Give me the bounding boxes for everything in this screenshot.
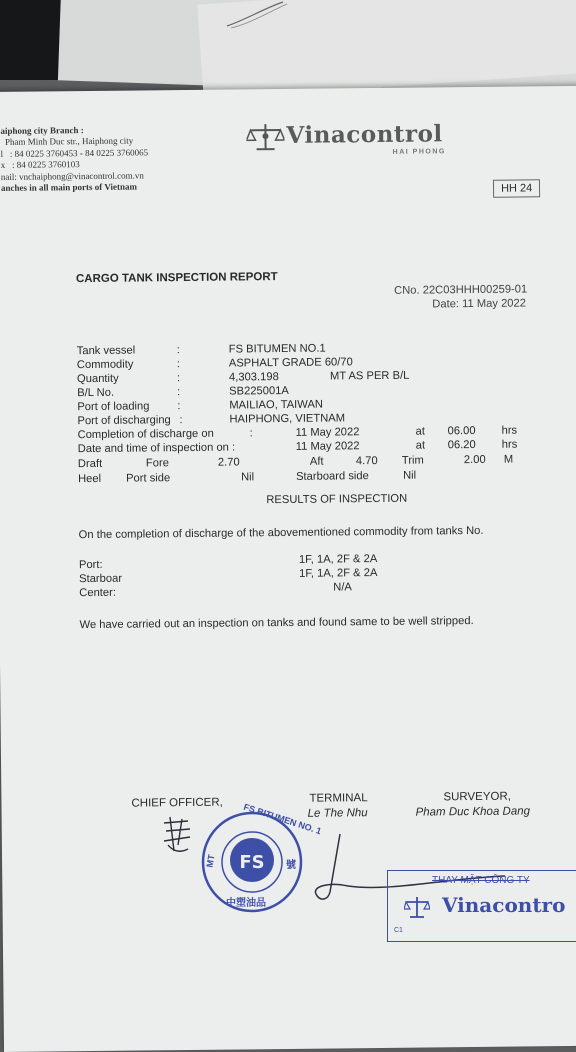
heel-starboard-value: Nil — [403, 469, 416, 483]
tank-label-center: Center: — [79, 586, 116, 600]
branch-line: x : 84 0225 3760103 — [1, 159, 149, 172]
scales-icon — [246, 122, 284, 152]
field-label-port-loading: Port of loading — [77, 399, 149, 414]
completion-time: 06.00 — [448, 424, 476, 438]
scales-icon — [404, 895, 430, 919]
ship-stamp-left-text: MT — [204, 854, 216, 869]
terminal-name: Le The Nhu — [308, 807, 368, 820]
draft-trim-value: 2.00 — [464, 453, 486, 467]
field-sep: : — [177, 343, 180, 357]
tank-label-port: Port: — [79, 558, 103, 572]
tank-value-starboard: 1F, 1A, 2F & 2A — [299, 566, 378, 581]
inspection-unit: hrs — [502, 438, 518, 452]
ship-stamp-right-text: 號 — [286, 856, 296, 871]
draft-aft-label: Aft — [310, 455, 324, 469]
completion-label: Completion of discharge on — [78, 427, 214, 442]
branch-info — [0, 124, 148, 194]
draft-label: Draft — [78, 457, 102, 471]
heel-port-value: Nil — [241, 470, 254, 484]
field-label-quantity: Quantity — [77, 372, 119, 386]
field-label-port-discharging: Port of discharging — [77, 413, 179, 428]
company-stamp — [387, 870, 576, 942]
report-title: CARGO TANK INSPECTION REPORT — [76, 271, 278, 285]
company-stamp-name: Vinacontro — [442, 893, 565, 917]
field-label-commodity: Commodity — [77, 358, 134, 373]
ship-stamp-top-text: FS BITUMEN NO. 1 — [242, 802, 322, 837]
field-sep: : — [177, 371, 180, 385]
tank-value-center: N/A — [333, 580, 352, 594]
draft-trim-label: Trim — [402, 454, 424, 468]
branch-line: nail: vnchaiphong@vinacontrol.com.vn — [1, 170, 149, 183]
inspection-date: 11 May 2022 — [296, 439, 360, 454]
draft-aft-value: 4.70 — [356, 454, 378, 468]
heel-starboard-label: Starboard side — [296, 469, 369, 484]
branch-line: anches in all main ports of Vietnam — [1, 181, 149, 194]
branch-line: l : 84 0225 3760453 - 84 0225 3760065 — [1, 147, 149, 160]
inspection-label: Date and time of inspection on : — [78, 440, 235, 456]
draft-fore-value: 2.70 — [218, 455, 240, 469]
logo-subtitle: HAI PHONG — [393, 148, 446, 156]
heel-label: Heel — [78, 472, 101, 486]
field-value-tank-vessel: FS BITUMEN NO.1 — [229, 342, 326, 357]
heel-port-label: Port side — [126, 471, 170, 485]
field-sep: : — [177, 385, 180, 399]
report-date: Date: 11 May 2022 — [432, 297, 526, 310]
completion-date: 11 May 2022 — [296, 425, 360, 440]
field-sep: : — [179, 413, 182, 427]
branch-line: aiphong city Branch : — [0, 124, 148, 137]
tank-label-starboard: Starboar — [79, 572, 122, 586]
terminal-label: TERMINAL — [309, 792, 367, 805]
field-label-tank-vessel: Tank vessel — [77, 344, 136, 359]
field-value-port-discharging: HAIPHONG, VIETNAM — [229, 411, 345, 426]
field-sep: : — [177, 399, 180, 413]
tank-value-port: 1F, 1A, 2F & 2A — [299, 552, 378, 567]
field-value-quantity: 4,303.198 — [229, 370, 279, 385]
field-label-bl-no: B/L No. — [77, 386, 114, 400]
field-sep: : — [250, 426, 253, 440]
draft-fore-label: Fore — [146, 456, 169, 470]
conclusion-text: We have carried out an inspection on tanks and found same to be well stripped. — [80, 615, 474, 631]
field-value-port-loading: MAILIAO, TAIWAN — [229, 398, 323, 413]
completion-unit: hrs — [502, 424, 518, 438]
inspection-at: at — [416, 439, 425, 453]
draft-trim-unit: M — [504, 453, 513, 467]
pen-stroke — [225, 0, 305, 30]
field-value-bl-no: SB225001A — [229, 384, 289, 399]
branch-line: Pham Minh Duc str., Haiphong city — [0, 136, 148, 149]
inspection-time: 06.20 — [448, 438, 476, 452]
field-sep: : — [177, 357, 180, 371]
completion-at: at — [416, 425, 425, 439]
control-number: CNo. 22C03HHH00259-01 — [394, 283, 527, 296]
chief-officer-signature — [160, 815, 194, 857]
surveyor-label: SURVEYOR, — [443, 791, 511, 804]
ship-stamp — [200, 810, 304, 914]
ship-stamp-bottom-text: 中塑油品 — [226, 894, 266, 909]
field-value-commodity: ASPHALT GRADE 60/70 — [229, 355, 353, 370]
svg-text:FS: FS — [239, 852, 264, 873]
company-stamp-code: C1 — [394, 927, 403, 934]
company-stamp-caption: THAY MẶT CÔNG TY — [432, 875, 530, 886]
completion-statement: On the completion of discharge of the abovementioned commodity from tanks No. — [79, 525, 484, 541]
logo-name: Vinacontrol — [286, 120, 442, 149]
chief-officer-label: CHIEF OFFICER, — [131, 797, 222, 810]
results-title: RESULTS OF INSPECTION — [266, 493, 407, 506]
surveyor-name: Pham Duc Khoa Dang — [416, 805, 531, 818]
field-value-quantity-basis: MT AS PER B/L — [330, 369, 410, 384]
form-code: HH 24 — [493, 179, 540, 197]
